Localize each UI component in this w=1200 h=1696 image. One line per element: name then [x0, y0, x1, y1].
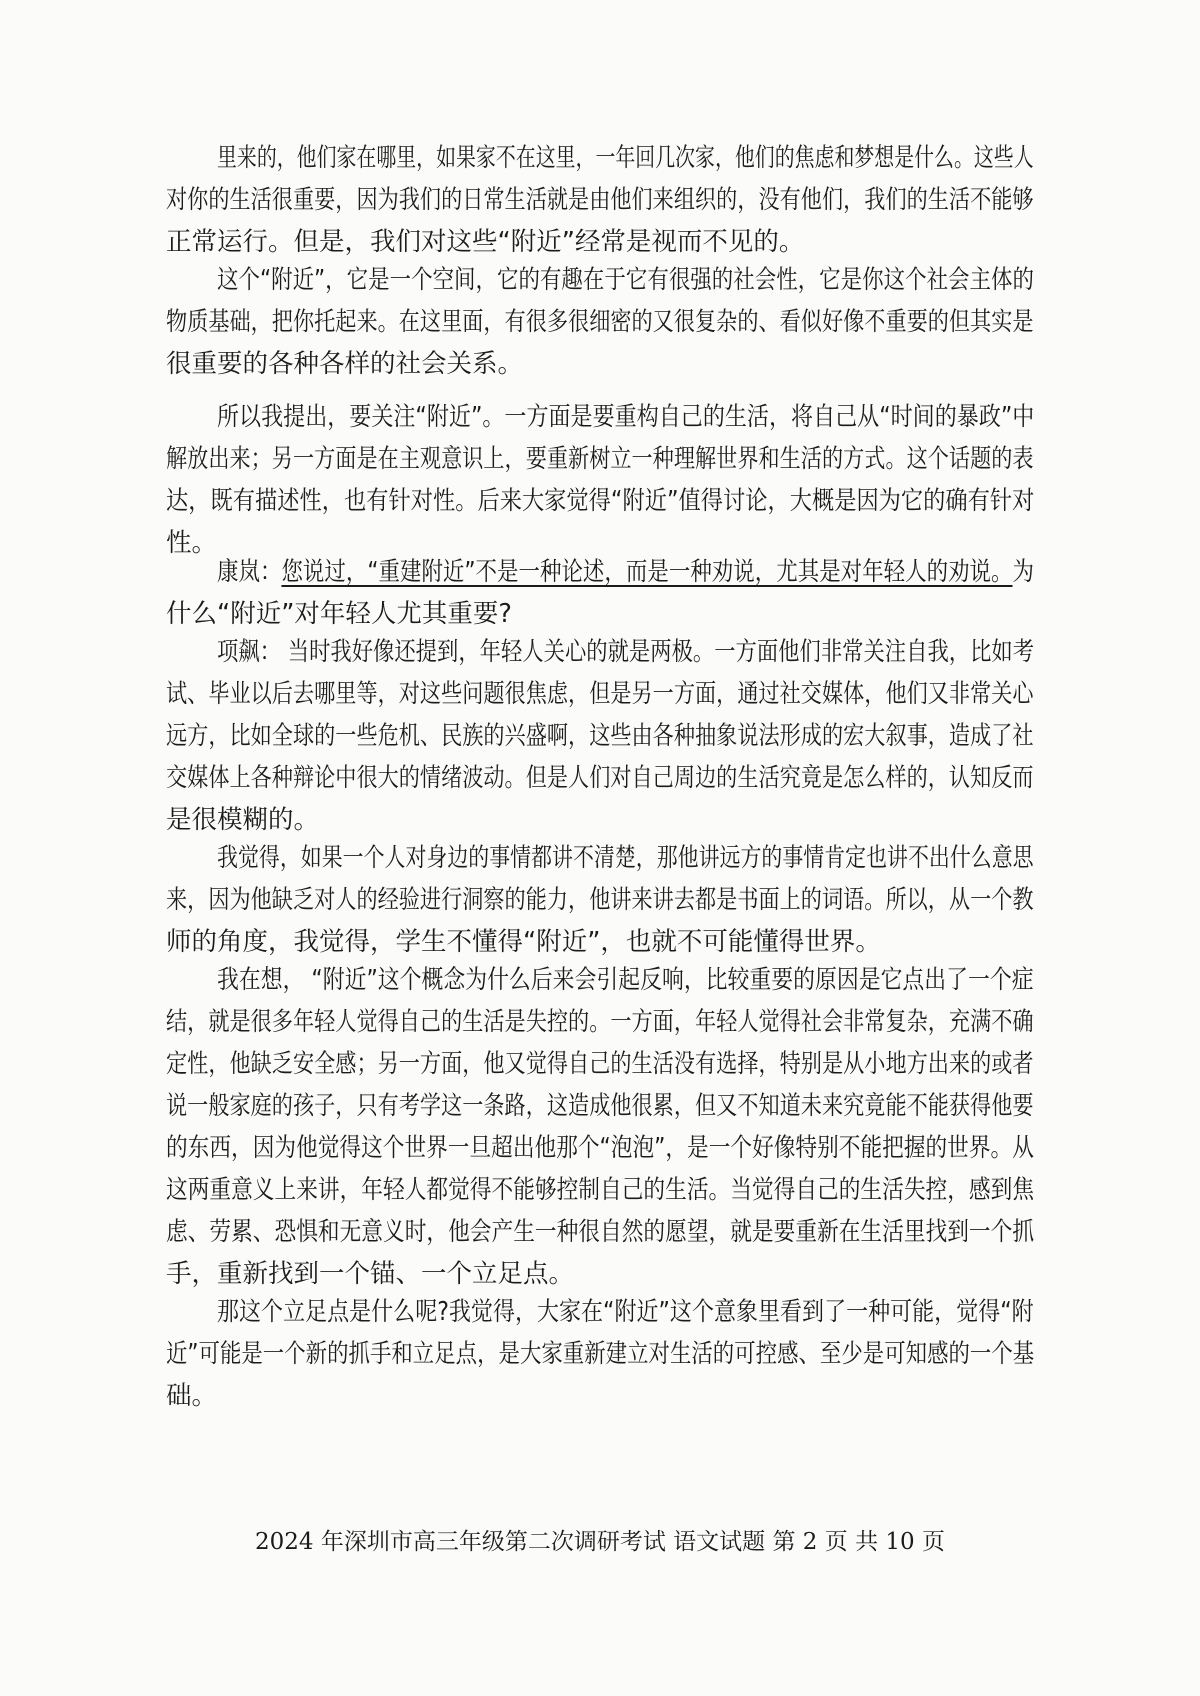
text-run: 我觉得，如果一个人对身边的事情都讲不清楚，那他讲远方的事情肯定也讲不出什么意思	[217, 843, 1034, 873]
text-line	[166, 349, 523, 379]
text-line	[166, 599, 512, 629]
text-line	[217, 1297, 1034, 1327]
text-run: 结，就是很多年轻人觉得自己的生活是失控的。一方面，年轻人觉得社会非常复杂，充满不确	[166, 1007, 1034, 1037]
text-line	[166, 1259, 574, 1289]
text-run: 项飙： 当时我好像还提到，年轻人关心的就是两极。一方面他们非常关注自我，比如考	[217, 637, 1035, 667]
text-line	[217, 265, 1034, 295]
text-run: 我在想， “附近”这个概念为什么后来会引起反响，比较重要的原因是它点出了一个症	[217, 965, 1034, 995]
text-run: 里来的，他们家在哪里，如果家不在这里，一年回几次家，他们的焦虑和梦想是什么。这些人	[217, 143, 1034, 173]
text-line	[166, 1175, 1034, 1205]
text-run: 交媒体上各种辩论中很大的情绪波动。但是人们对自己周边的生活究竟是怎么样的，认知反而	[166, 763, 1034, 793]
text-run: 手，重新找到一个锚、一个立足点。	[166, 1259, 575, 1289]
text-line	[217, 557, 1034, 587]
text-line	[217, 965, 1034, 995]
text-run: 试、毕业以后去哪里等，对这些问题很焦虑，但是另一方面，通过社交媒体，他们又非常关心	[166, 679, 1034, 709]
text-line	[166, 528, 217, 558]
text-run: 那这个立足点是什么呢?我觉得，大家在“附近”这个意象里看到了一种可能，觉得“附	[217, 1297, 1034, 1327]
text-line	[166, 885, 1034, 915]
text-line	[217, 843, 1034, 873]
text-run: 础。	[166, 1381, 218, 1411]
text-line	[166, 1217, 1034, 1247]
text-line	[166, 721, 1034, 751]
text-run: 为	[1012, 557, 1035, 587]
text-line	[166, 1381, 217, 1411]
text-line	[166, 444, 1034, 474]
text-run: 远方，比如全球的一些危机、民族的兴盛啊，这些由各种抽象说法形成的宏大叙事，造成了社	[166, 721, 1034, 751]
text-line	[166, 927, 881, 957]
text-run: 这个“附近”，它是一个空间，它的有趣在于它有很强的社会性，它是你这个社会主体的	[217, 265, 1034, 295]
text-line	[166, 805, 319, 835]
text-line	[217, 402, 1034, 432]
text-line	[166, 1091, 1034, 1121]
text-line	[166, 227, 804, 257]
text-line	[166, 679, 1034, 709]
text-run: 性。	[166, 528, 218, 558]
text-run: 来，因为他缺乏对人的经验进行洞察的能力，他讲来讲去都是书面上的词语。所以，从一个教	[166, 885, 1034, 915]
text-line	[166, 763, 1034, 793]
text-run: 虑、劳累、恐惧和无意义时，他会产生一种很自然的愿望，就是要重新在生活里找到一个抓	[166, 1217, 1035, 1247]
text-run: 达，既有描述性，也有针对性。后来大家觉得“附近”值得讨论，大概是因为它的确有针对	[166, 486, 1035, 516]
text-line	[166, 1049, 1034, 1079]
text-run: 物质基础，把你托起来。在这里面，有很多很细密的又很复杂的、看似好像不重要的但其实是	[166, 307, 1034, 337]
text-run: 什么“附近”对年轻人尤其重要?	[166, 599, 512, 629]
text-run: 师的角度，我觉得，学生不懂得“附近”，也就不可能懂得世界。	[166, 927, 881, 957]
text-run: 近”可能是一个新的抓手和立足点，是大家重新建立对生活的可控感、至少是可知感的一个基	[166, 1339, 1035, 1369]
page-footer: 2024 年深圳市高三年级第二次调研考试 语文试题 第 2 页 共 10 页	[255, 1529, 945, 1555]
text-line	[217, 143, 1034, 173]
text-run: 这两重意义上来讲，年轻人都觉得不能够控制自己的生活。当觉得自己的生活失控，感到焦	[166, 1175, 1035, 1205]
text-line	[166, 1133, 1034, 1163]
text-run: 说一般家庭的孩子，只有考学这一条路，这造成他很累，但又不知道未来究竟能不能获得他要	[166, 1091, 1034, 1121]
text-line	[166, 1339, 1034, 1369]
text-run: 解放出来；另一方面是在主观意识上，要重新树立一种理解世界和生活的方式。这个话题的表	[166, 444, 1034, 474]
text-run: 康岚：	[217, 557, 282, 587]
text-line	[166, 307, 1034, 337]
text-run: 所以我提出，要关注“附近”。一方面是要重构自己的生活，将自己从“时间的暴政”中	[217, 402, 1035, 432]
text-line	[166, 1007, 1034, 1037]
underlined-sentence: 您说过，“重建附近”不是一种论述，而是一种劝说，尤其是对年轻人的劝说。	[281, 557, 1013, 587]
text-line	[166, 185, 1034, 215]
text-run: 的东西，因为他觉得这个世界一旦超出他那个“泡泡”，是一个好像特别不能把握的世界。从	[166, 1133, 1034, 1163]
text-run: 很重要的各种各样的社会关系。	[166, 349, 524, 379]
text-run: 定性，他缺乏安全感；另一方面，他又觉得自己的生活没有选择，特别是从小地方出来的或者	[166, 1049, 1034, 1079]
text-line	[217, 637, 1034, 667]
text-run: 对你的生活很重要，因为我们的日常生活就是由他们来组织的，没有他们，我们的生活不能够	[166, 185, 1034, 215]
text-run: 正常运行。但是，我们对这些“附近”经常是视而不见的。	[166, 227, 805, 257]
text-run: 是很模糊的。	[166, 805, 320, 835]
text-line	[166, 486, 1034, 516]
